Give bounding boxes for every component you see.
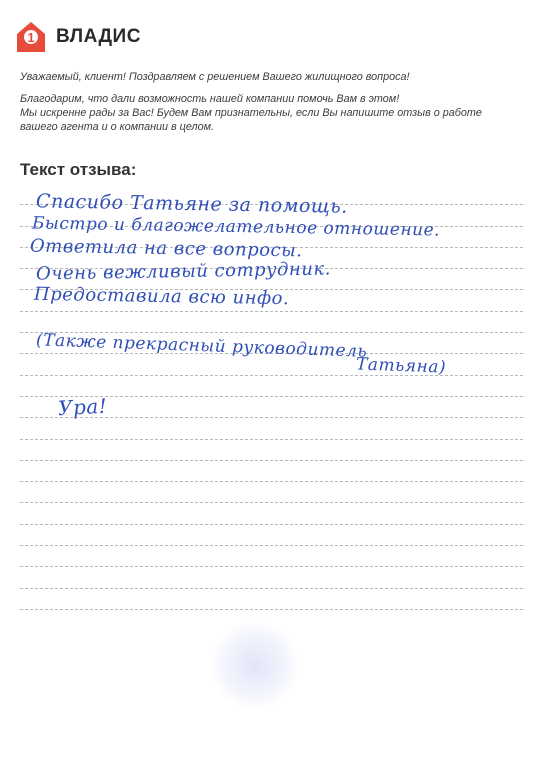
ruled-line xyxy=(20,440,523,461)
ruled-line xyxy=(20,269,523,290)
intro-greeting xyxy=(20,70,520,84)
ruled-line xyxy=(20,376,523,397)
review-line: Спасибо Татьяне за помощь. xyxy=(35,190,348,218)
intro-line-3: Мы искренне рады за Вас! Будем Вам признательны, если Вы напишите отзыв о работе xyxy=(20,107,482,119)
intro-paragraph xyxy=(20,92,520,134)
ruled-line xyxy=(20,525,523,546)
ruled-lines xyxy=(20,184,523,610)
ruled-line xyxy=(20,248,523,269)
ruled-line xyxy=(20,290,523,311)
review-line: (Также прекрасный руководитель xyxy=(35,330,368,362)
review-section-title: Текст отзыва: xyxy=(20,160,137,179)
ruled-line xyxy=(20,333,523,354)
greeting-text: Уважаемый, клиент! Поздравляем с решением Вашего жилищного вопроса! xyxy=(20,71,410,83)
review-line: Предоставила всю инфо. xyxy=(33,283,290,310)
ruled-line xyxy=(20,503,523,524)
ruled-line xyxy=(20,312,523,333)
brand-name: ВЛАДИС xyxy=(56,26,141,47)
review-line: Быстро и благожелательное отношение. xyxy=(31,213,441,241)
ruled-line xyxy=(20,567,523,588)
ruled-line xyxy=(20,461,523,482)
logo-digit: 1 xyxy=(27,30,35,45)
ruled-line xyxy=(20,418,523,439)
review-line: Ответила на все вопросы. xyxy=(29,235,303,262)
ruled-line xyxy=(20,227,523,248)
ruled-line xyxy=(20,546,523,567)
brand-logo xyxy=(16,20,141,54)
ruled-line xyxy=(20,589,523,610)
house-logo-icon xyxy=(16,21,46,53)
review-line: Ура! xyxy=(57,393,108,421)
ruled-line xyxy=(20,184,523,205)
ruled-line xyxy=(20,205,523,226)
scan-smudge xyxy=(210,620,300,710)
intro-line-2: Благодарим, что дали возможность нашей компании помочь Вам в этом! xyxy=(20,93,400,105)
review-line: Очень вежливый сотрудник. xyxy=(35,258,332,285)
review-line: Татьяна) xyxy=(355,354,447,378)
ruled-line xyxy=(20,354,523,378)
ruled-line xyxy=(20,397,523,418)
ruled-line xyxy=(20,482,523,503)
intro-line-4: вашего агента и о компании в целом. xyxy=(20,121,214,133)
